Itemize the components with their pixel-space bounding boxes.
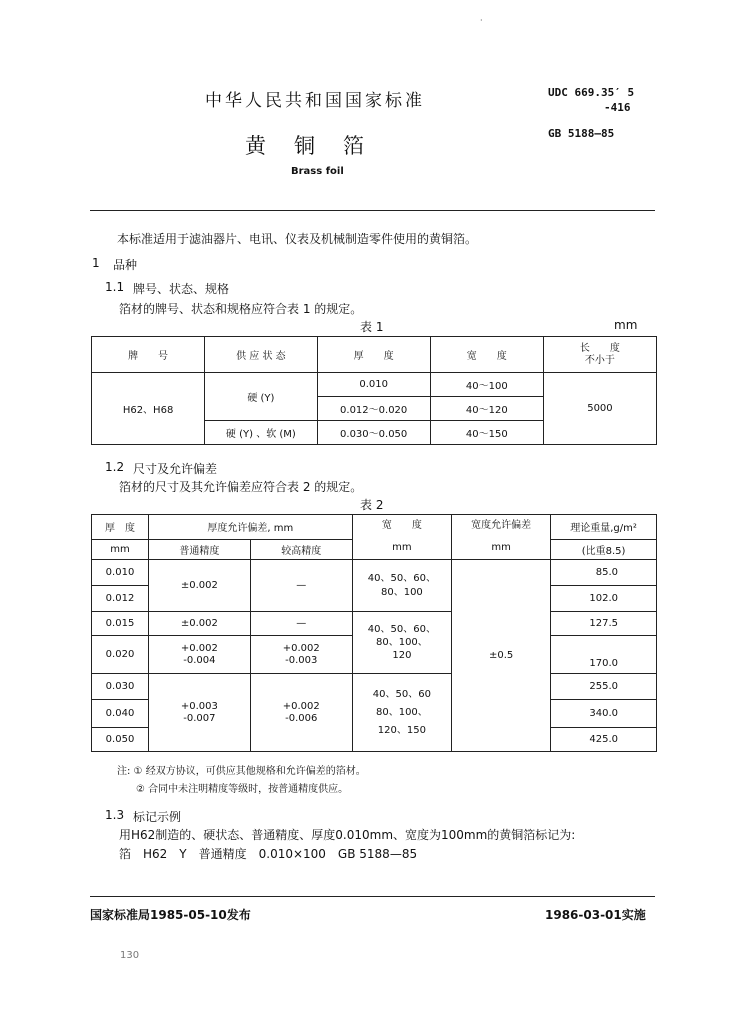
t2-tol-normal-4b: -0.007 — [183, 712, 216, 724]
section-1-1-title: 牌号、状态、规格 — [133, 282, 230, 296]
section-1-number: 1 — [92, 256, 100, 270]
t2-header-width-unit: mm — [392, 542, 412, 553]
t1-width-3: 40～150 — [430, 421, 543, 445]
document-title: 黄铜箔 — [245, 134, 392, 158]
section-1-2-number: 1.2 — [105, 460, 125, 474]
t2-width-3c: 120、150 — [377, 724, 426, 736]
section-1-3-title: 标记示例 — [133, 810, 182, 824]
page-number: 130 — [120, 950, 140, 961]
marking-example: 箔 H62 Y 普通精度 0.010×100 GB 5188—85 — [119, 847, 418, 861]
t2-tol-high-4b: -0.006 — [285, 712, 318, 724]
t2-weight-7: 425.0 — [551, 728, 657, 752]
t2-tol-normal-3b: -0.004 — [183, 654, 216, 666]
t2-tol-normal-1: ±0.002 — [148, 560, 250, 612]
t1-header-state: 供 应 状 态 — [205, 337, 317, 373]
standard-title: 中华人民共和国国家标准 — [205, 91, 425, 111]
table-1-caption: 表 1 — [360, 320, 384, 334]
section-1-heading: 品种 — [113, 258, 138, 272]
t2-thickness-5: 0.030 — [92, 674, 149, 700]
t2-thickness-3: 0.015 — [92, 612, 149, 636]
t2-weight-5: 255.0 — [551, 674, 657, 700]
t2-tol-high-4 — [250, 674, 352, 752]
t1-header-length — [543, 337, 656, 373]
t2-width-1b: 80、100 — [380, 586, 423, 598]
t2-header-wtol-label: 宽度允许偏差 — [471, 520, 532, 531]
t2-tol-high-1: — — [250, 560, 352, 612]
t2-header-wtol-unit: mm — [491, 542, 511, 553]
t1-state-mixed: 硬 (Y) 、软 (M) — [205, 421, 317, 445]
section-1-3-number: 1.3 — [105, 808, 125, 822]
t2-header-width-tolerance — [452, 515, 551, 560]
udc-code: UDC 669.35′ 5 — [548, 86, 635, 99]
t2-weight-1: 85.0 — [551, 560, 657, 586]
t2-header-thickness: 厚 度 — [92, 515, 149, 540]
t2-tol-high-2: — — [250, 612, 352, 636]
t2-width-2a: 40、50、60、 — [367, 624, 436, 635]
t1-thickness-3: 0.030～0.050 — [317, 421, 430, 445]
t2-header-high: 较高精度 — [250, 539, 352, 559]
t1-thickness-2: 0.012～0.020 — [317, 397, 430, 421]
t2-tol-normal-4 — [148, 674, 250, 752]
effective-date: 1986-03-01实施 — [545, 908, 646, 922]
section-1-3-text: 用H62制造的、硬状态、普通精度、厚度0.010mm、宽度为100mm的黄铜箔标记为: — [119, 828, 576, 842]
t2-header-thickness-unit: mm — [92, 539, 149, 559]
t2-header-weight-sub: (比重8.5) — [551, 539, 657, 559]
table-1-unit: mm — [614, 318, 638, 332]
table-2 — [91, 514, 657, 752]
t2-tol-high-3b: -0.003 — [285, 654, 318, 666]
section-1-2-text: 箔材的尺寸及其允许偏差应符合表 2 的规定。 — [119, 480, 363, 494]
t1-state-hard: 硬 (Y) — [205, 373, 317, 421]
document-title-en: Brass foil — [291, 166, 344, 177]
t2-tol-normal-4a: +0.003 — [180, 700, 218, 712]
t2-thickness-7: 0.050 — [92, 728, 149, 752]
t2-thickness-4: 0.020 — [92, 636, 149, 674]
intro-text: 本标准适用于滤油器片、电讯、仪表及机械制造零件使用的黄铜箔。 — [117, 232, 478, 246]
t1-header-length-label: 长 度 — [579, 342, 620, 354]
t2-tol-normal-2: ±0.002 — [148, 612, 250, 636]
t2-width-3b: 80、100、 — [375, 706, 428, 718]
section-1-1-number: 1.1 — [105, 280, 125, 294]
scan-mark: · — [480, 16, 483, 25]
table-2-note-2: ② 合同中未注明精度等级时，按普通精度供应。 — [136, 784, 349, 795]
t2-tol-high-4a: +0.002 — [282, 700, 320, 712]
table-2-note-1: 注: ① 经双方协议，可供应其他规格和允许偏差的箔材。 — [117, 766, 366, 777]
t2-width-2c: 120 — [392, 650, 412, 661]
t2-width-group-3 — [352, 674, 451, 752]
t2-header-width-label: 宽 度 — [381, 520, 422, 531]
t2-thickness-6: 0.040 — [92, 700, 149, 728]
t2-weight-3: 127.5 — [551, 612, 657, 636]
t2-thickness-1: 0.010 — [92, 560, 149, 586]
footer-rule — [90, 896, 655, 897]
t2-tol-high-3a: +0.002 — [282, 642, 320, 654]
t2-header-tolerance: 厚度允许偏差, mm — [148, 515, 352, 540]
section-1-2-title: 尺寸及允许偏差 — [133, 462, 218, 476]
t2-width-1a: 40、50、60、 — [367, 572, 436, 584]
t1-header-length-min: 不小于 — [584, 354, 615, 366]
t2-header-weight: 理论重量,g/m² — [551, 515, 657, 540]
t2-width-group-2 — [352, 612, 451, 674]
t1-width-1: 40～100 — [430, 373, 543, 397]
t1-header-grade: 牌 号 — [92, 337, 205, 373]
t1-length: 5000 — [543, 373, 656, 445]
t1-header-width: 宽 度 — [430, 337, 543, 373]
udc-code-cont: -416 — [604, 101, 631, 114]
table-1 — [91, 336, 657, 445]
t1-width-2: 40～120 — [430, 397, 543, 421]
t1-header-thickness: 厚 度 — [317, 337, 430, 373]
t2-width-2b: 80、100、 — [375, 637, 428, 648]
t2-weight-2: 102.0 — [551, 586, 657, 612]
t2-tol-high-3 — [250, 636, 352, 674]
t2-width-3a: 40、50、60 — [372, 688, 431, 700]
t2-width-group-1 — [352, 560, 451, 612]
t2-header-normal: 普通精度 — [148, 539, 250, 559]
table-2-caption: 表 2 — [360, 498, 384, 512]
t2-weight-4: 170.0 — [551, 636, 657, 674]
t2-tol-normal-3 — [148, 636, 250, 674]
t1-thickness-1: 0.010 — [317, 373, 430, 397]
section-1-1-text: 箔材的牌号、状态和规格应符合表 1 的规定。 — [119, 302, 363, 316]
t2-weight-6: 340.0 — [551, 700, 657, 728]
gb-number: GB 5188—85 — [548, 127, 615, 140]
t2-thickness-2: 0.012 — [92, 586, 149, 612]
t1-grade: H62、H68 — [92, 373, 205, 445]
t2-header-width — [352, 515, 451, 560]
t2-tol-normal-3a: +0.002 — [180, 642, 218, 654]
issue-date: 国家标准局1985-05-10发布 — [90, 908, 251, 922]
t2-width-tolerance: ±0.5 — [452, 560, 551, 752]
header-rule — [90, 210, 655, 211]
